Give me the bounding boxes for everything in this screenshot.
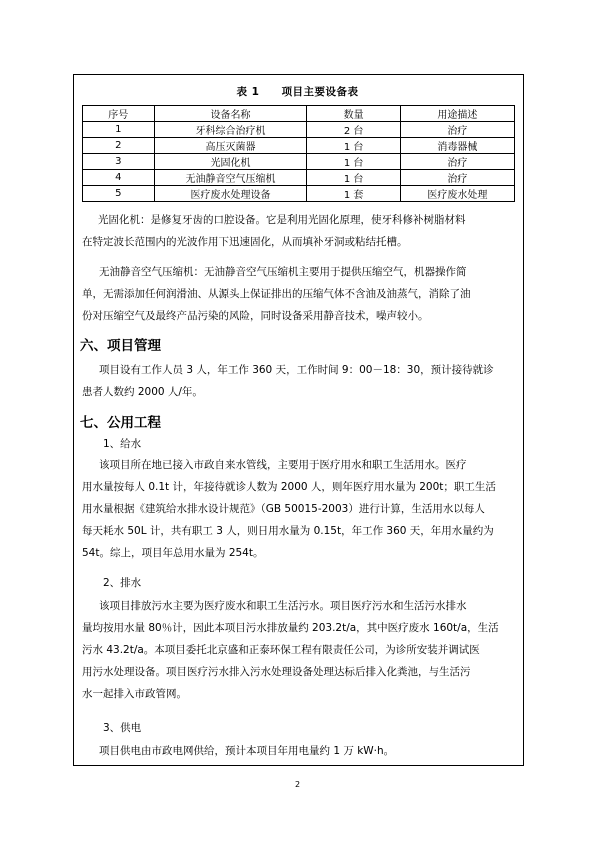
table-header-cell: 设备名称 — [154, 106, 307, 122]
drainage-paragraph — [99, 595, 515, 617]
management-paragraph-cont — [82, 381, 515, 403]
paragraph-line: 水一起排入市政管网。 — [82, 688, 187, 700]
paragraph-line: 用水量根据《建筑给水排水设计规范》（GB 50015-2003）进行计算，生活用水以每人 — [82, 503, 485, 515]
table-header-cell: 序号 — [83, 106, 155, 122]
table-title-number: 表 1 — [236, 86, 260, 98]
paragraph-line: 患者人数约 2000 人/年。 — [82, 386, 203, 398]
curing-machine-paragraph — [99, 209, 515, 231]
table-row — [83, 154, 515, 170]
paragraph-line: 单，无需添加任何润滑油、从源头上保证排出的压缩气体不含油及油蒸气，消除了油 — [82, 288, 471, 300]
table-cell: 4 — [83, 170, 155, 186]
table-cell: 牙科综合治疗机 — [154, 122, 307, 138]
power-supply-paragraph — [99, 740, 515, 762]
subheading-drainage: 2、排水 — [103, 577, 142, 589]
table-cell: 2 — [83, 138, 155, 154]
table-cell: 医疗废水处理 — [400, 186, 514, 202]
table-cell: 光固化机 — [154, 154, 307, 170]
table-cell: 1 台 — [307, 138, 400, 154]
table-cell: 治疗 — [400, 122, 514, 138]
table-cell: 无油静音空气压缩机 — [154, 170, 307, 186]
table-row — [83, 138, 515, 154]
section-heading-management: 六、项目管理 — [80, 338, 161, 354]
subheading-power-supply: 3、供电 — [103, 722, 142, 734]
table-header-cell: 用途描述 — [400, 106, 514, 122]
table-cell: 医疗废水处理设备 — [154, 186, 307, 202]
curing-machine-paragraph-cont — [82, 231, 515, 253]
table-cell: 1 台 — [307, 170, 400, 186]
water-supply-paragraph-cont — [82, 476, 515, 564]
paragraph-line: 该项目所在地已接入市政自来水管线，主要用于医疗用水和职工生活用水。医疗 — [99, 459, 467, 471]
compressor-paragraph — [99, 261, 515, 283]
paragraph-line: 份对压缩空气及最终产品污染的风险，同时设备采用静音技术，噪声较小。 — [82, 310, 429, 322]
paragraph-line: 在特定波长范围内的光波作用下迅速固化，从而填补牙洞或粘结托槽。 — [82, 236, 408, 248]
table-title — [0, 84, 595, 99]
table-cell: 5 — [83, 186, 155, 202]
compressor-paragraph-cont — [82, 283, 515, 327]
table-cell: 1 套 — [307, 186, 400, 202]
paragraph-line: 项目设有工作人员 3 人，年工作 360 天，工作时间 9：00－18：30，预计接待就诊 — [99, 364, 494, 376]
drainage-paragraph-cont — [82, 617, 515, 705]
equipment-table — [82, 105, 515, 202]
table-header-cell: 数量 — [307, 106, 400, 122]
page-number: 2 — [294, 780, 301, 789]
paragraph-line: 54t。综上，项目年总用水量为 254t。 — [82, 547, 264, 559]
table-cell: 3 — [83, 154, 155, 170]
table-cell: 2 台 — [307, 122, 400, 138]
table-cell: 治疗 — [400, 170, 514, 186]
paragraph-line: 量均按用水量 80％计，因此本项目污水排放量约 203.2t/a，其中医疗废水 160t/a，生活 — [82, 622, 499, 634]
section-heading-utilities: 七、公用工程 — [80, 415, 161, 431]
table-row — [83, 122, 515, 138]
table-cell: 消毒器械 — [400, 138, 514, 154]
paragraph-line: 污水 43.2t/a。本项目委托北京盛和正泰环保工程有限责任公司，为诊所安装并调试医 — [82, 644, 480, 656]
paragraph-line: 用污水处理设备。项目医疗污水排入污水处理设备处理达标后排入化粪池，与生活污 — [82, 666, 471, 678]
paragraph-line: 项目供电由市政电网供给，预计本项目年用电量约 1 万 kW·h。 — [99, 745, 395, 757]
paragraph-line: 每天耗水 50L 计，共有职工 3 人，则日用水量为 0.15t，年工作 360 天，年用水量约为 — [82, 525, 494, 537]
table-title-text: 项目主要设备表 — [281, 86, 359, 98]
management-paragraph — [99, 359, 515, 381]
table-header-row — [83, 106, 515, 122]
paragraph-line: 无油静音空气压缩机：无油静音空气压缩机主要用于提供压缩空气，机器操作简 — [99, 266, 467, 278]
paragraph-line: 光固化机：是修复牙齿的口腔设备。它是利用光固化原理，使牙科修补树脂材料 — [98, 214, 466, 226]
table-cell: 治疗 — [400, 154, 514, 170]
paragraph-line: 用水量按每人 0.1t 计，年接待就诊人数为 2000 人，则年医疗用水量为 200t；职工生活 — [82, 481, 496, 493]
table-row — [83, 186, 515, 202]
paragraph-line: 该项目排放污水主要为医疗废水和职工生活污水。项目医疗污水和生活污水排水 — [99, 600, 467, 612]
table-row — [83, 170, 515, 186]
subheading-water-supply: 1、给水 — [103, 438, 142, 450]
table-cell: 高压灭菌器 — [154, 138, 307, 154]
table-cell: 1 — [83, 122, 155, 138]
table-cell: 1 台 — [307, 154, 400, 170]
water-supply-paragraph — [99, 454, 515, 476]
